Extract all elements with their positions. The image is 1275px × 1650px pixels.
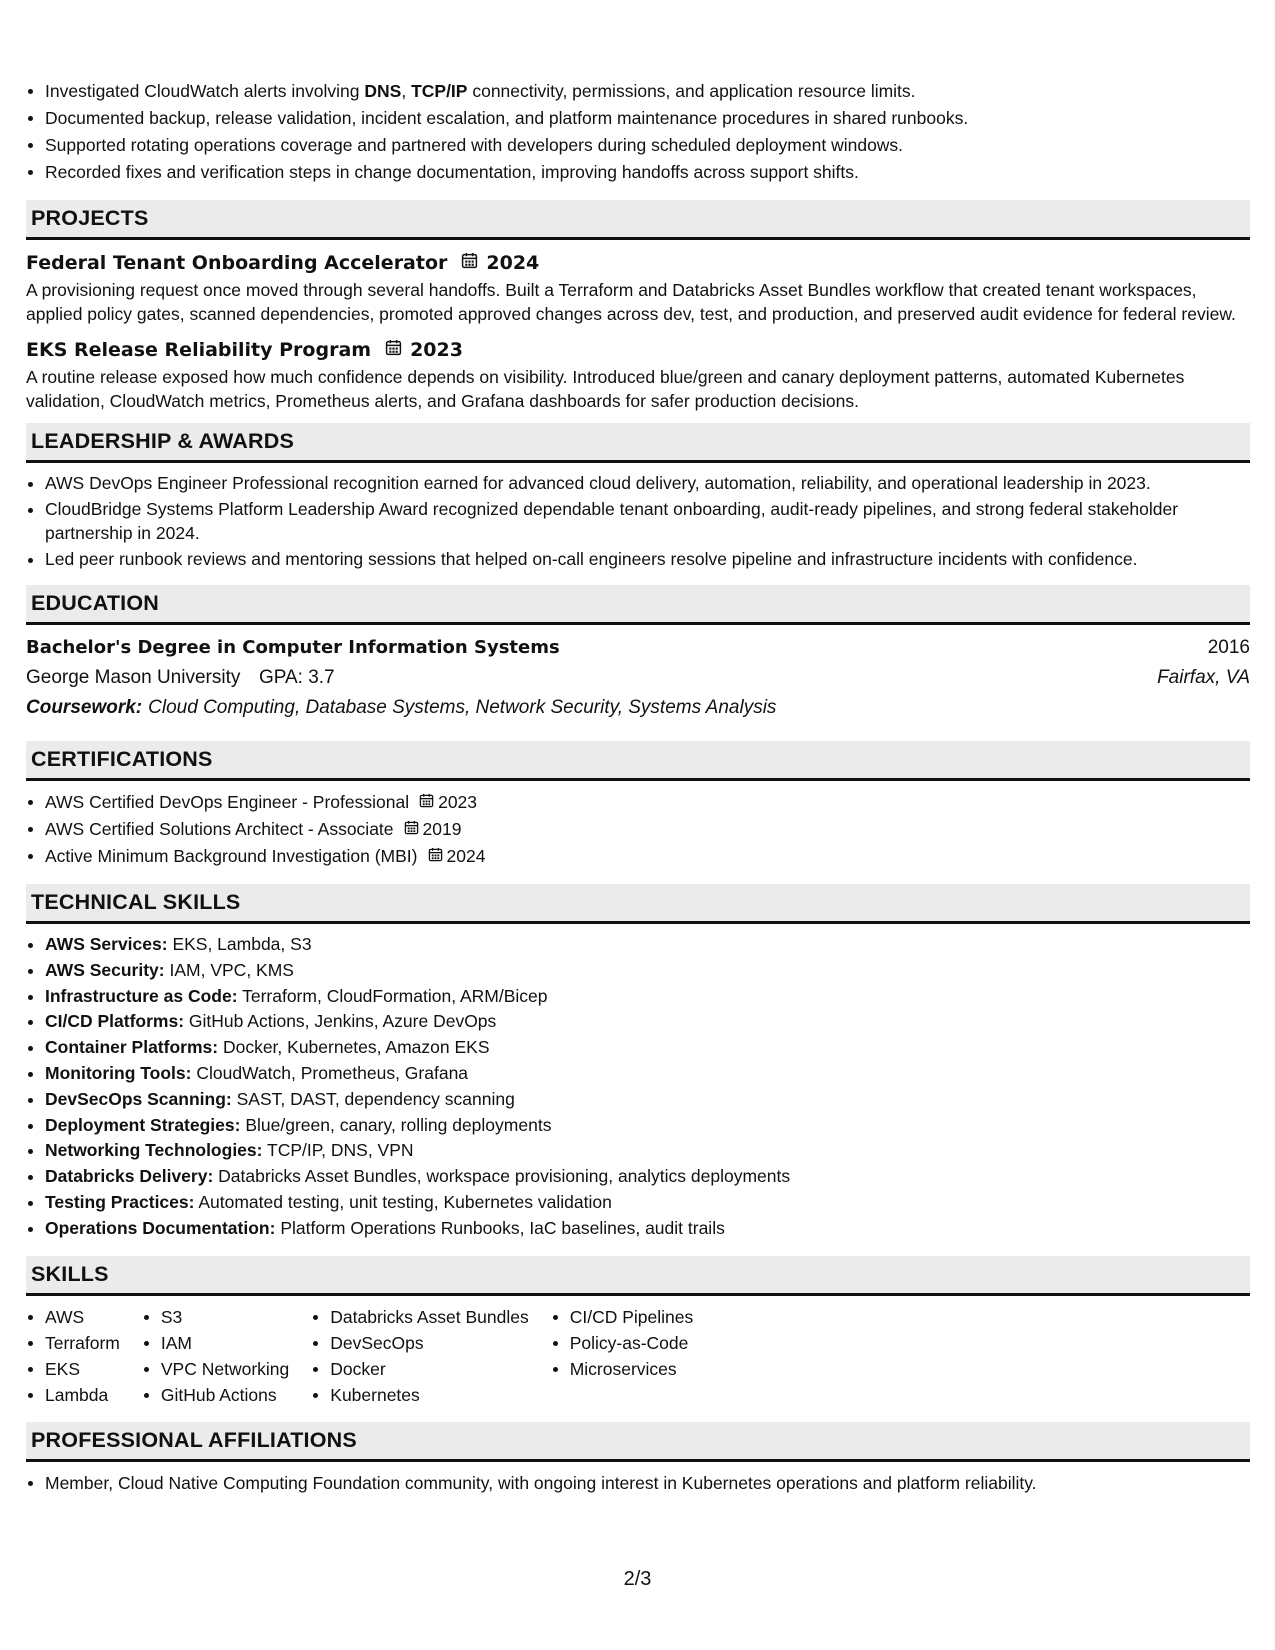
skill-item: S3 — [142, 1304, 289, 1330]
technical-skill-item — [26, 984, 1250, 1010]
coursework-label: Coursework: — [26, 697, 143, 718]
leadership-item: CloudBridge Systems Platform Leadership Award recognized dependable tenant onboarding, audit-ready pipelines, and strong federal stakeholder partnership in 2024. — [26, 497, 1250, 545]
technical-skill-item — [26, 1113, 1250, 1139]
technical-skills-heading: TECHNICAL SKILLS — [26, 884, 1250, 924]
project-title: Federal Tenant Onboarding Accelerator — [26, 252, 448, 274]
certification-year: 2023 — [438, 792, 478, 812]
experience-bullet — [26, 105, 1250, 132]
skill-values: EKS, Lambda, S3 — [172, 934, 312, 954]
leadership-item: Led peer runbook reviews and mentoring sessions that helped on-call engineers resolve pipeline and infrastructure incidents with confidence. — [26, 547, 1250, 571]
skill-values: SAST, DAST, dependency scanning — [236, 1088, 515, 1109]
technical-skill-item — [26, 1190, 1250, 1216]
skill-category: AWS Services: — [45, 934, 168, 954]
technical-skill-item — [26, 1035, 1250, 1061]
technical-skill-item — [26, 1164, 1250, 1190]
bullet-text: TCP/IP — [411, 81, 468, 101]
experience-bullet — [26, 132, 1250, 159]
skills-grid — [26, 1304, 1250, 1408]
technical-skill-item — [26, 1216, 1250, 1242]
skill-values: Automated testing, unit testing, Kubernetes validation — [198, 1191, 612, 1212]
skill-item: Terraform — [26, 1330, 120, 1356]
skill-values: TCP/IP, DNS, VPN — [267, 1140, 414, 1161]
skill-item: GitHub Actions — [142, 1382, 289, 1408]
bullet-text: Recorded fixes and verification steps in change documentation, improving handoffs across support shifts. — [45, 162, 859, 182]
leadership-heading: LEADERSHIP & AWARDS — [26, 423, 1250, 463]
skill-category: Networking Technologies: — [45, 1140, 263, 1161]
bullet-text: Supported rotating operations coverage and partnered with developers during scheduled deployment windows. — [45, 135, 904, 155]
school-name: George Mason University — [26, 667, 241, 688]
projects-list — [26, 248, 1250, 413]
skill-values: Platform Operations Runbooks, IaC baselines, audit trails — [280, 1217, 725, 1238]
skill-values: Terraform, CloudFormation, ARM/Bicep — [242, 985, 548, 1006]
technical-skill-item — [26, 1138, 1250, 1164]
projects-heading: PROJECTS — [26, 200, 1250, 240]
experience-bullets — [26, 78, 1250, 186]
skill-category: Operations Documentation: — [45, 1217, 276, 1238]
affiliations-heading: PROFESSIONAL AFFILIATIONS — [26, 1422, 1250, 1462]
bullet-text: Documented backup, release validation, incident escalation, and platform maintenance procedures in shared runbooks. — [45, 108, 969, 128]
skill-category: Testing Practices: — [45, 1191, 195, 1212]
skills-column — [551, 1304, 694, 1408]
leadership-item: AWS DevOps Engineer Professional recognition earned for advanced cloud delivery, automation, reliability, and operational leadership in 2023. — [26, 471, 1250, 495]
certification-year: 2019 — [422, 819, 462, 839]
skill-values: Blue/green, canary, rolling deployments — [245, 1114, 552, 1135]
certification-name: Active Minimum Background Investigation (MBI) — [45, 846, 418, 866]
certification-date — [419, 789, 477, 816]
certification-year: 2024 — [446, 846, 486, 866]
affiliation-item: Member, Cloud Native Computing Foundation community, with ongoing interest in Kubernetes operations and platform reliability. — [26, 1470, 1250, 1497]
calendar-icon — [419, 789, 434, 816]
bullet-text: DNS — [364, 81, 402, 101]
skill-item: Policy-as-Code — [551, 1330, 694, 1356]
calendar-icon — [428, 843, 443, 870]
project-title-row — [26, 248, 1250, 278]
skill-item: Microservices — [551, 1356, 694, 1382]
project-title: EKS Release Reliability Program — [26, 339, 372, 361]
experience-bullet — [26, 78, 1250, 105]
technical-skill-item — [26, 958, 1250, 984]
skill-category: CI/CD Platforms: — [45, 1011, 185, 1032]
certifications-list — [26, 789, 1250, 870]
skills-column — [142, 1304, 289, 1408]
skill-values: Docker, Kubernetes, Amazon EKS — [222, 1037, 490, 1058]
project-description: A provisioning request once moved through several handoffs. Built a Terraform and Databricks Asset Bundles workflow that created tenant workspaces, applied policy gates, scanned dependencies, promoted approved changes across dev, test, and production, and preserved audit evidence for federal review. — [26, 280, 1236, 324]
skill-item: DevSecOps — [311, 1330, 528, 1356]
skill-category: AWS Security: — [45, 959, 165, 980]
skill-item: Lambda — [26, 1382, 120, 1408]
affiliations-list — [26, 1470, 1250, 1497]
skill-item: Docker — [311, 1356, 528, 1382]
calendar-icon — [385, 335, 402, 365]
project-year: 2024 — [486, 252, 540, 274]
certification-item — [26, 816, 1250, 843]
skills-column — [311, 1304, 528, 1408]
calendar-icon — [461, 248, 478, 278]
experience-bullet — [26, 159, 1250, 186]
certifications-heading: CERTIFICATIONS — [26, 741, 1250, 781]
education-heading: EDUCATION — [26, 585, 1250, 625]
certification-item — [26, 843, 1250, 870]
skill-category: Container Platforms: — [45, 1037, 219, 1058]
skill-category: Databricks Delivery: — [45, 1166, 214, 1187]
technical-skill-item — [26, 932, 1250, 958]
bullet-text: Investigated CloudWatch alerts involving — [45, 81, 365, 101]
skills-heading: SKILLS — [26, 1256, 1250, 1296]
skill-category: DevSecOps Scanning: — [45, 1088, 232, 1109]
leadership-list — [26, 471, 1250, 571]
certification-date — [404, 816, 462, 843]
coursework: Cloud Computing, Database Systems, Network Security, Systems Analysis — [148, 697, 777, 718]
school-location: Fairfax, VA — [1157, 667, 1250, 688]
skill-item: EKS — [26, 1356, 120, 1382]
bullet-text: connectivity, permissions, and application resource limits. — [467, 81, 916, 101]
skill-item: CI/CD Pipelines — [551, 1304, 694, 1330]
skill-item: IAM — [142, 1330, 289, 1356]
education-entry — [26, 633, 1250, 723]
technical-skill-item — [26, 1061, 1250, 1087]
project-title-row — [26, 335, 1250, 365]
skill-category: Monitoring Tools: — [45, 1062, 192, 1083]
calendar-icon — [404, 816, 419, 843]
skill-values: CloudWatch, Prometheus, Grafana — [196, 1062, 469, 1083]
skill-item: AWS — [26, 1304, 120, 1330]
skill-category: Infrastructure as Code: — [45, 985, 238, 1006]
project-year: 2023 — [410, 339, 463, 361]
skill-values: IAM, VPC, KMS — [169, 959, 294, 980]
skills-column — [26, 1304, 120, 1408]
degree: Bachelor's Degree in Computer Information Systems — [26, 637, 560, 658]
skill-category: Deployment Strategies: — [45, 1114, 241, 1135]
technical-skill-item — [26, 1087, 1250, 1113]
skill-values: GitHub Actions, Jenkins, Azure DevOps — [188, 1011, 497, 1032]
project-description: A routine release exposed how much confidence depends on visibility. Introduced blue/green and canary deployment patterns, automated Kubernetes validation, CloudWatch metrics, Prometheus alerts, and Grafana dashboards for safer production decisions. — [26, 367, 1185, 411]
certification-name: AWS Certified DevOps Engineer - Professional — [45, 792, 410, 812]
page-number: 2/3 — [623, 1568, 652, 1590]
certification-name: AWS Certified Solutions Architect - Associate — [45, 819, 394, 839]
technical-skills-list — [26, 932, 1250, 1242]
bullet-text: , — [401, 81, 412, 101]
gpa: GPA: 3.7 — [258, 667, 335, 688]
resume-page — [26, 78, 1250, 1497]
certification-item — [26, 789, 1250, 816]
technical-skill-item — [26, 1009, 1250, 1035]
skill-item: Databricks Asset Bundles — [311, 1304, 528, 1330]
certification-date — [428, 843, 486, 870]
skill-item: Kubernetes — [311, 1382, 528, 1408]
graduation-year: 2016 — [1207, 637, 1250, 658]
skill-item: VPC Networking — [142, 1356, 289, 1382]
skill-values: Databricks Asset Bundles, workspace provisioning, analytics deployments — [218, 1166, 791, 1187]
